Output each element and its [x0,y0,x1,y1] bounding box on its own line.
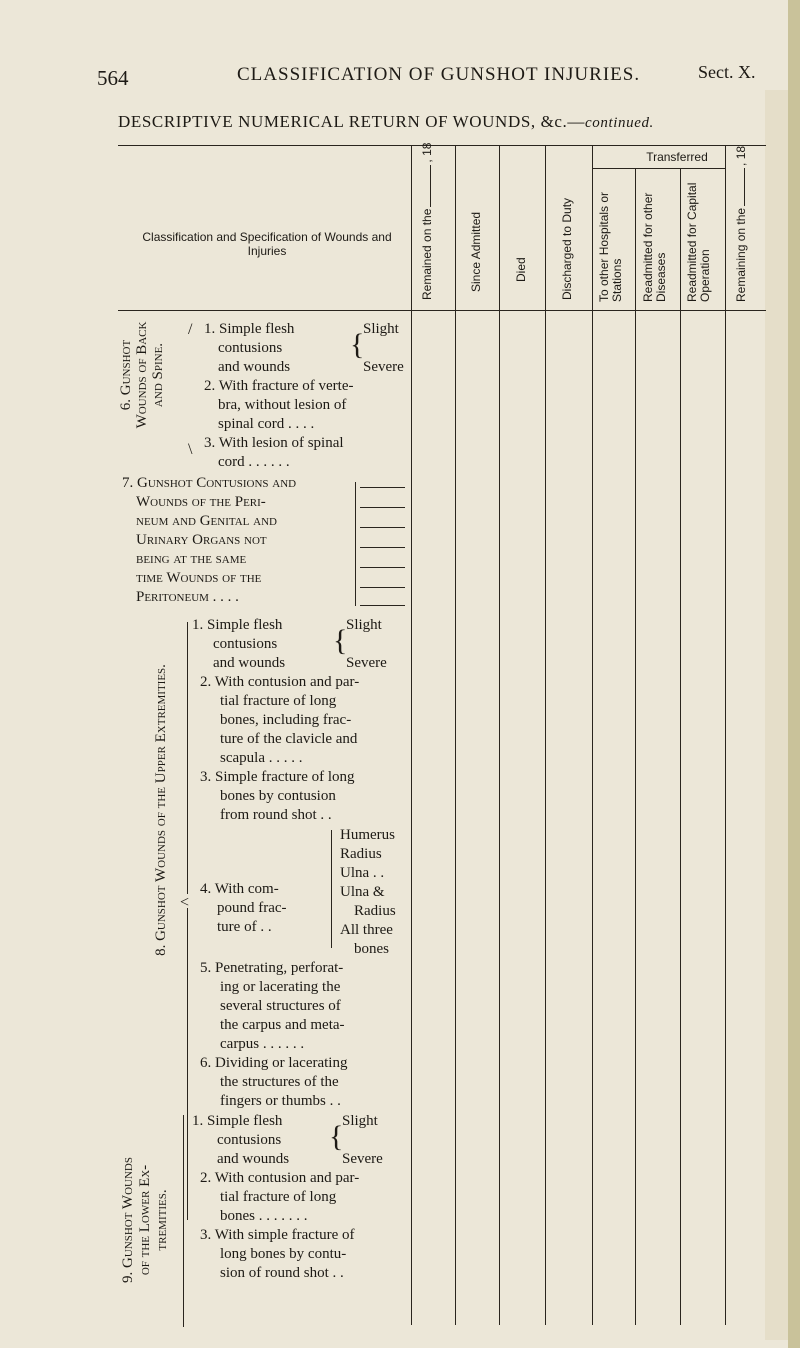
s8-row4-a: 4. With com- [200,881,279,897]
s7-line4: Urinary Organs not [136,532,267,548]
s8-row2-e: scapula . . . . . [220,750,303,766]
s7-line6: time Wounds of the [136,570,262,586]
section-9-brace [183,1115,184,1327]
remaining-label: Remaining on the [734,207,748,302]
section-9-label-line3: tremities. [154,1189,170,1251]
s8-row6-a: 6. Dividing or lacerating [200,1055,348,1071]
s9-row1-b: contusions [217,1132,282,1148]
s7-dash-2 [360,507,405,508]
s8-row2-a: 2. With contusion and par- [200,674,360,690]
col-rule-4 [545,145,546,1325]
s9-severe: Severe [342,1151,383,1167]
s8-row5-c: several structures of [220,998,341,1014]
section-6-label [118,320,166,430]
section-8-brace-tip: < [180,894,190,911]
s7-dash-7 [360,605,405,606]
discharged-heading: Discharged to Duty [560,197,574,300]
classification-heading: Classification and Specification of Wounds and Injuries [142,230,392,258]
section-9-label-line2: of the Lower Ex- [137,1164,153,1276]
s6-row2-c: spinal cord . . . . [218,416,315,432]
section-6-label-line1: 6. Gunshot [118,339,134,411]
s8-row2-d: ture of the clavicle and [220,731,358,747]
page-number: 564 [97,66,129,90]
s8-fracture-bracket [331,830,332,948]
s7-line5: being at the same [136,551,247,567]
readmitted-capital-heading: Readmitted for Capital Operation [685,182,712,302]
s9-row2-c: bones . . . . . . . [220,1208,308,1224]
table-title [118,112,654,132]
s8-row6-c: fingers or thumbs . . [220,1093,341,1109]
s9-row2-b: tial fracture of long [220,1189,337,1205]
s7-dash-1 [360,487,405,488]
s6-row2-b: bra, without lesion of [218,397,347,413]
transferred-heading: Transferred [646,150,708,164]
s8-row4-b: pound frac- [217,900,287,916]
header-bottom-rule [118,310,766,311]
page-binding-edge [788,0,800,1348]
s8-row4-c: ture of . . [217,919,272,935]
s6-row3-a: 3. With lesion of spinal [204,435,344,451]
remaining-date: , 18 [734,145,748,166]
section-9-label [120,1110,171,1330]
s8-row2-c: bones, including frac- [220,712,352,728]
died-heading: Died [514,257,528,282]
s8-row3-c: from round shot . . [220,807,332,823]
section-label: Sect. X. [698,62,756,82]
s7-bracket [355,482,356,606]
s8-humerus: Humerus [340,827,395,843]
s8-row5-d: the carpus and meta- [220,1017,345,1033]
s8-row5-a: 5. Penetrating, perforat- [200,960,344,976]
remaining-heading [735,146,748,302]
remained-label: Remained on the [420,208,434,300]
col-rule-7 [680,168,681,1325]
section-6-brace: / \ [188,321,193,458]
s8-row1-a: 1. Simple flesh [192,617,283,633]
s6-row1-b: contusions [218,340,283,356]
s6-slight: Slight [363,321,399,337]
col-rule-3 [499,145,500,1325]
section-8-brace-lower [187,908,188,1220]
s8-ulna-radius-b: Radius [354,903,396,919]
s7-line2: Wounds of the Peri- [136,494,266,510]
remained-date: , 18 [420,142,434,163]
s9-row1-a: 1. Simple flesh [192,1113,283,1129]
s8-row3-a: 3. Simple fracture of long [200,769,355,785]
readmitted-diseases-heading: Readmitted for other Diseases [641,192,668,302]
s6-row1-a: 1. Simple flesh [204,321,295,337]
s9-slight-severe-brace: { [329,1120,344,1153]
s8-ulna: Ulna . . [340,865,385,881]
s6-row1-c: and wounds [218,359,291,375]
s8-slight-severe-brace: { [333,624,348,657]
s8-row6-b: the structures of the [220,1074,339,1090]
table-title-suffix: continued. [585,115,654,131]
s9-row3-a: 3. With simple fracture of [200,1227,355,1243]
s9-slight: Slight [342,1113,378,1129]
section-9-label-line1: 9. Gunshot Wounds [120,1157,136,1283]
s9-row3-c: sion of round shot . . [220,1265,344,1281]
s7-line7: Peritoneum . . . . [136,589,239,605]
section-8-brace-upper [187,622,188,894]
s8-radius: Radius [340,846,382,862]
s8-all-three-b: bones [354,941,389,957]
s8-row1-c: and wounds [213,655,286,671]
s8-ulna-radius-a: Ulna & [340,884,385,900]
s7-dash-5 [360,567,405,568]
col-rule-5 [592,145,593,1325]
s8-severe: Severe [346,655,387,671]
section-8-label: 8. Gunshot Wounds of the Upper Extremities. [153,664,169,956]
s8-slight: Slight [346,617,382,633]
s7-dash-4 [360,547,405,548]
col-rule-2 [455,145,456,1325]
s8-row5-e: carpus . . . . . . [220,1036,305,1052]
s7-line3: neum and Genital and [136,513,277,529]
col-rule-6 [635,168,636,1325]
s6-slight-severe-brace: { [350,328,365,361]
s7-dash-3 [360,527,405,528]
s6-severe: Severe [363,359,404,375]
table-title-main: DESCRIPTIVE NUMERICAL RETURN OF WOUNDS, &c.— [118,112,585,131]
running-head: CLASSIFICATION OF GUNSHOT INJURIES. [237,64,641,85]
s6-row3-b: cord . . . . . . [218,454,290,470]
s8-row1-b: contusions [213,636,278,652]
adjacent-page-edge [765,90,788,1340]
s9-row3-b: long bones by contu- [220,1246,347,1262]
s7-dash-6 [360,587,405,588]
col-rule-1 [411,145,412,1325]
s6-row2-a: 2. With fracture of verte- [204,378,354,394]
s7-line1: 7. Gunshot Contusions and [122,475,297,491]
table-top-rule [118,145,766,146]
s9-row1-c: and wounds [217,1151,290,1167]
s8-all-three-a: All three [340,922,393,938]
section-6-label-line3: and Spine. [150,342,166,408]
since-admitted-heading: Since Admitted [469,211,483,292]
col-rule-8 [725,145,726,1325]
transferred-rule [592,168,725,169]
s8-row3-b: bones by contusion [220,788,336,804]
s8-row5-b: ing or lacerating the [220,979,341,995]
to-other-hospitals-heading: To other Hospitals or Stations [597,191,624,302]
s8-row2-b: tial fracture of long [220,693,337,709]
s9-row2-a: 2. With contusion and par- [200,1170,360,1186]
section-6-label-line2: Wounds of Back [134,321,150,429]
remained-heading [421,143,434,300]
